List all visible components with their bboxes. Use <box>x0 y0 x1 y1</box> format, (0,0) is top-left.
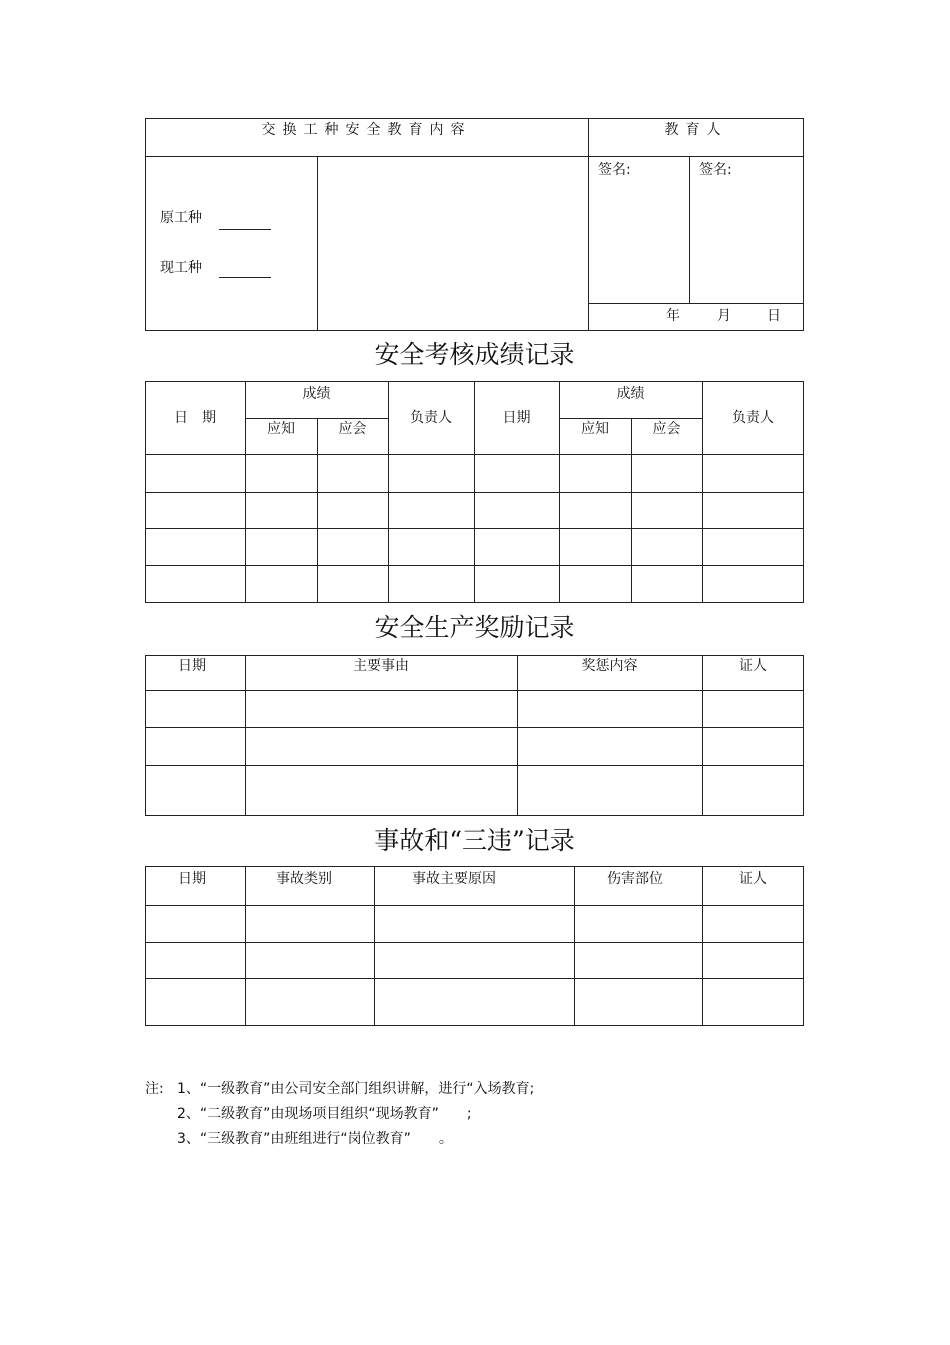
col-header-injury-site: 伤害部位 <box>607 871 663 887</box>
col-divider <box>374 866 375 1026</box>
col-header-reward-content: 奖惩内容 <box>581 658 638 674</box>
col-header-main-cause: 事故主要原因 <box>412 871 496 887</box>
row-divider <box>145 528 804 529</box>
col-divider <box>702 655 703 816</box>
date-day-label: 日 <box>767 308 781 324</box>
table-border <box>145 118 804 331</box>
notes-prefix: 注: <box>145 1081 164 1097</box>
col-divider <box>588 118 589 331</box>
header-educator: 教育人 <box>664 122 728 138</box>
col-header-date: 日期 <box>178 871 206 887</box>
note-line: 2、“二级教育”由现场项目组织“现场教育” ; <box>177 1106 472 1122</box>
note-line: 1、“一级教育”由公司安全部门组织讲解，进行“入场教育; <box>177 1081 535 1097</box>
accidents-title: 事故和“三违”记录 <box>374 826 575 855</box>
header-education-content: 交换工种安全教育内容 <box>261 122 472 138</box>
col-divider <box>317 418 318 603</box>
rewards-title: 安全生产奖励记录 <box>374 613 575 642</box>
row-divider <box>145 565 804 566</box>
col-header-knowledge: 应知 <box>267 421 295 437</box>
col-divider <box>574 866 575 1026</box>
col-divider <box>317 156 318 331</box>
table-border <box>145 866 804 1026</box>
row-divider <box>145 690 804 691</box>
original-job-label: 原工种 <box>160 210 202 226</box>
col-header-skill: 应会 <box>338 421 367 437</box>
col-header-date: 日 期 <box>174 410 216 426</box>
col-divider <box>517 655 518 816</box>
col-header-date: 日期 <box>502 410 531 426</box>
row-divider <box>145 454 804 455</box>
date-month-label: 月 <box>717 308 731 324</box>
col-header-responsible: 负责人 <box>410 410 452 426</box>
row-divider <box>145 765 804 766</box>
col-header-witness: 证人 <box>739 871 767 887</box>
col-divider <box>689 156 690 304</box>
row-divider <box>588 303 804 304</box>
row-divider <box>145 727 804 728</box>
col-divider <box>702 866 703 1026</box>
signature-label: 签名: <box>699 162 732 178</box>
row-divider <box>145 978 804 979</box>
col-header-responsible: 负责人 <box>732 410 774 426</box>
date-year-label: 年 <box>666 308 680 324</box>
table-border <box>145 655 804 816</box>
current-job-label: 现工种 <box>160 260 202 276</box>
col-header-score: 成绩 <box>616 386 645 402</box>
col-header-skill: 应会 <box>652 421 681 437</box>
original-job-blank[interactable] <box>219 229 271 230</box>
row-divider <box>145 942 804 943</box>
col-header-witness: 证人 <box>739 658 767 674</box>
col-divider <box>245 866 246 1026</box>
col-header-knowledge: 应知 <box>581 421 609 437</box>
col-header-score: 成绩 <box>302 386 331 402</box>
signature-label: 签名: <box>598 162 631 178</box>
row-divider <box>559 418 702 419</box>
row-divider <box>245 418 388 419</box>
row-divider <box>145 492 804 493</box>
col-header-accident-type: 事故类别 <box>276 871 332 887</box>
col-header-date: 日期 <box>178 658 206 674</box>
assessment-title: 安全考核成绩记录 <box>374 340 575 369</box>
current-job-blank[interactable] <box>219 277 271 278</box>
row-divider <box>145 156 804 157</box>
col-header-main-reason: 主要事由 <box>353 658 409 674</box>
note-line: 3、“三级教育”由班组进行“岗位教育” 。 <box>177 1131 453 1147</box>
col-divider <box>631 418 632 603</box>
col-divider <box>245 655 246 816</box>
row-divider <box>145 905 804 906</box>
